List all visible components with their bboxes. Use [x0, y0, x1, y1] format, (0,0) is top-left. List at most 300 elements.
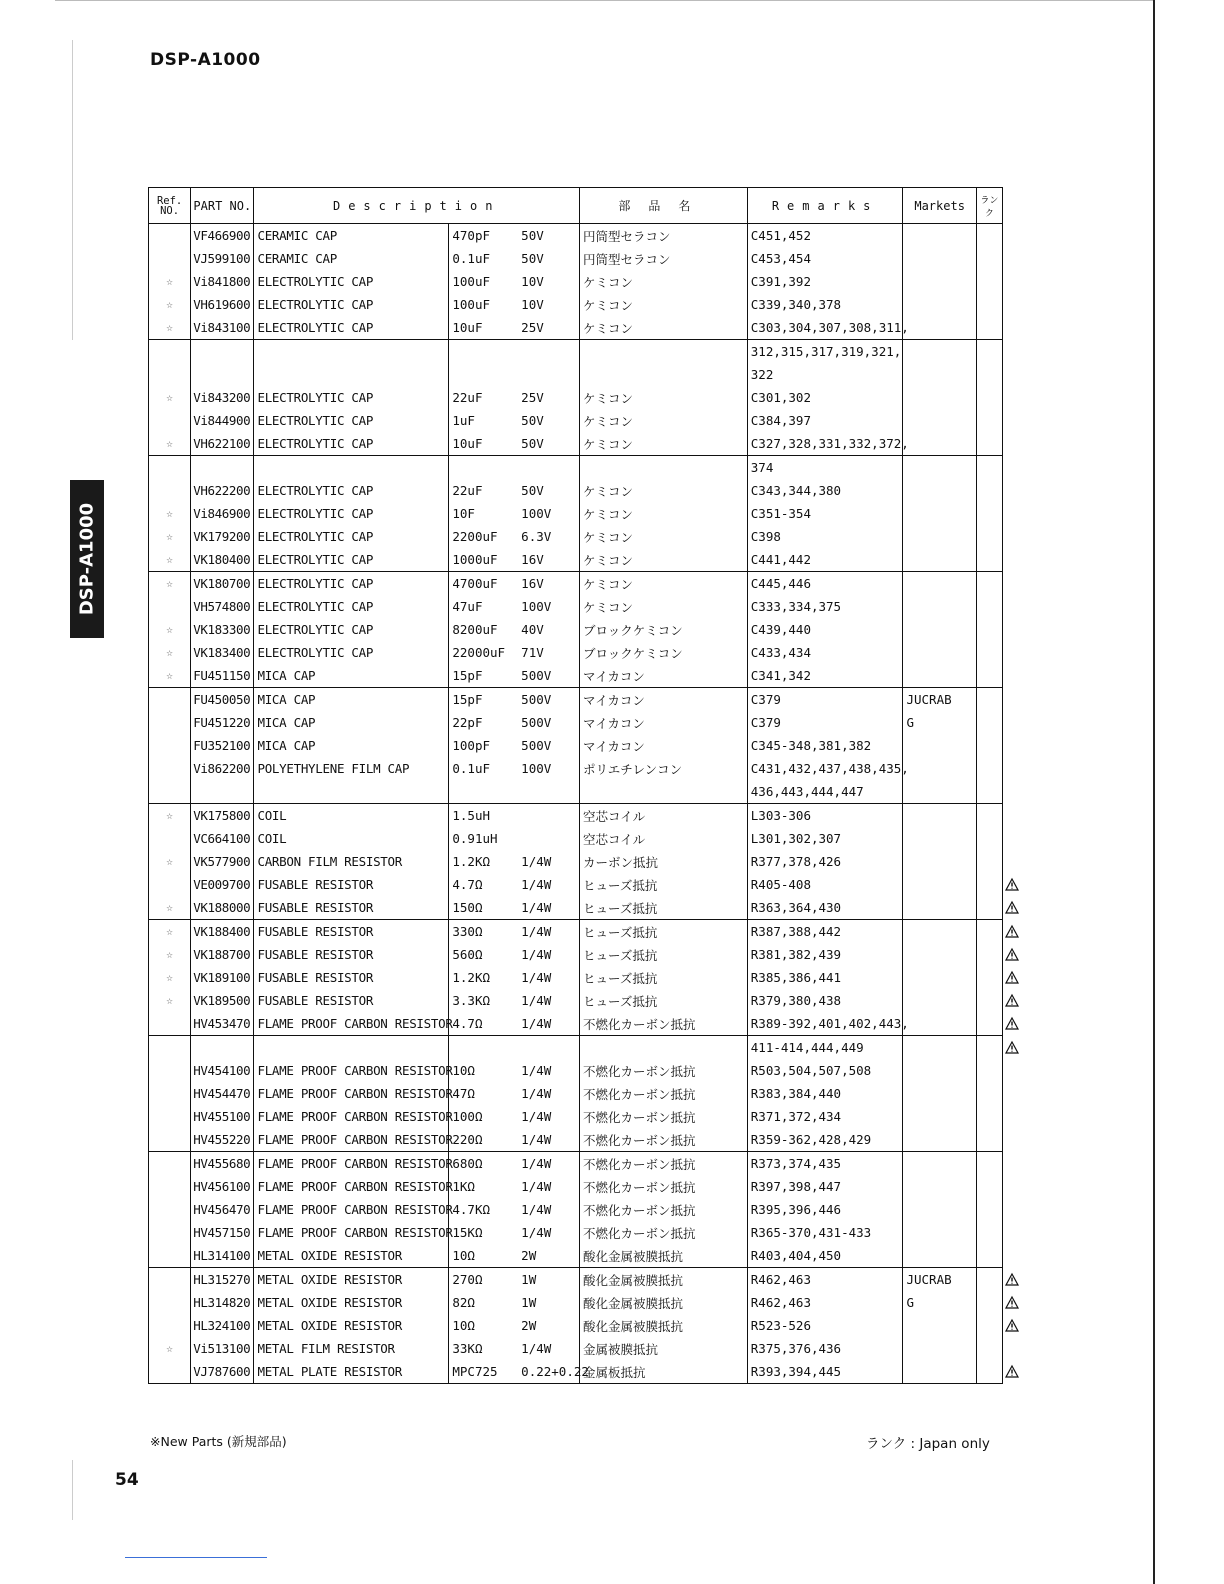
cell-markets [903, 363, 976, 386]
cell-rating: 1/4W [515, 920, 579, 944]
cell-rank [976, 966, 1002, 989]
table-row [149, 548, 1003, 572]
cell-rating: 50V [515, 479, 579, 502]
cell-markets [903, 780, 976, 804]
cell-remarks: C327,328,331,332,372, [747, 432, 903, 456]
cell-rating: 71V [515, 641, 579, 664]
cell-value: 4.7Ω [449, 1012, 515, 1036]
cell-japanese-name: ケミコン [579, 270, 747, 293]
cell-value: 10uF [449, 432, 515, 456]
cell-remarks: C379 [747, 688, 903, 712]
cell-japanese-name: 不燃化カーボン抵抗 [579, 1175, 747, 1198]
cell-value: 100Ω [449, 1105, 515, 1128]
cell-rating: 1/4W [515, 943, 579, 966]
cell-remarks: C333,334,375 [747, 595, 903, 618]
table-row [149, 502, 1003, 525]
cell-ref-mark [149, 734, 191, 757]
binding-edge [1153, 0, 1155, 1584]
cell-rating: 50V [515, 432, 579, 456]
cell-description: MICA CAP [254, 688, 449, 712]
cell-rank [976, 734, 1002, 757]
table-row [149, 711, 1003, 734]
cell-rank [976, 1337, 1002, 1360]
cell-rank [976, 432, 1002, 456]
cell-markets [903, 1360, 976, 1384]
cell-rating: 50V [515, 247, 579, 270]
cell-description: ELECTROLYTIC CAP [254, 548, 449, 572]
cell-japanese-name: 不燃化カーボン抵抗 [579, 1198, 747, 1221]
cell-ref-mark [149, 1036, 191, 1060]
cell-part-number: VK179200 [191, 525, 254, 548]
cell-rank [976, 827, 1002, 850]
cell-rating: 25V [515, 386, 579, 409]
cell-rating: 16V [515, 548, 579, 572]
cell-markets [903, 409, 976, 432]
cell-rating [515, 1036, 579, 1060]
table-row [149, 804, 1003, 828]
cell-ref-mark [149, 1128, 191, 1152]
cell-markets: JUCRAB [903, 1268, 976, 1292]
cell-japanese-name: ケミコン [579, 548, 747, 572]
cell-rating: 50V [515, 224, 579, 248]
table-row [149, 293, 1003, 316]
cell-remarks: R395,396,446 [747, 1198, 903, 1221]
cell-markets [903, 1128, 976, 1152]
cell-value: 150Ω [449, 896, 515, 920]
cell-rating: 0.22+0.22 [515, 1360, 579, 1384]
cell-ref-mark [149, 780, 191, 804]
table-row [149, 920, 1003, 944]
cell-description: MICA CAP [254, 711, 449, 734]
cell-rating: 1/4W [515, 1221, 579, 1244]
cell-description: FUSABLE RESISTOR [254, 943, 449, 966]
model-heading: DSP-A1000 [150, 50, 261, 70]
cell-japanese-name: ケミコン [579, 293, 747, 316]
cell-markets [903, 293, 976, 316]
cell-rank [976, 873, 1002, 896]
cell-markets [903, 432, 976, 456]
cell-part-number: FU450050 [191, 688, 254, 712]
cell-part-number: HV454100 [191, 1059, 254, 1082]
cell-description: ELECTROLYTIC CAP [254, 618, 449, 641]
safety-warning-icon [1005, 1273, 1019, 1286]
cell-japanese-name: 酸化金属被膜抵抗 [579, 1314, 747, 1337]
table-row [149, 1221, 1003, 1244]
cell-ref-mark [149, 363, 191, 386]
cell-markets [903, 572, 976, 596]
cell-rating [515, 363, 579, 386]
cell-value: 4700uF [449, 572, 515, 596]
table-row [149, 1036, 1003, 1060]
margin-mark [72, 40, 73, 340]
table-row [149, 943, 1003, 966]
table-row [149, 1268, 1003, 1292]
cell-ref-mark: ☆ [149, 804, 191, 828]
cell-japanese-name: 不燃化カーボン抵抗 [579, 1152, 747, 1176]
cell-japanese-name: ヒューズ抵抗 [579, 989, 747, 1012]
cell-japanese-name: 空芯コイル [579, 827, 747, 850]
cell-ref-mark [149, 595, 191, 618]
cell-value: 10Ω [449, 1314, 515, 1337]
cell-rating: 1/4W [515, 1105, 579, 1128]
cell-remarks: R359-362,428,429 [747, 1128, 903, 1152]
cell-description: FLAME PROOF CARBON RESISTOR [254, 1012, 449, 1036]
cell-rating: 2W [515, 1314, 579, 1337]
cell-rating: 50V [515, 409, 579, 432]
cell-rating: 1W [515, 1291, 579, 1314]
cell-japanese-name: 酸化金属被膜抵抗 [579, 1244, 747, 1268]
cell-part-number: VH574800 [191, 595, 254, 618]
cell-japanese-name: 酸化金属被膜抵抗 [579, 1291, 747, 1314]
cell-remarks: R462,463 [747, 1268, 903, 1292]
cell-rating: 40V [515, 618, 579, 641]
margin-mark [72, 1460, 73, 1520]
cell-value: 1uF [449, 409, 515, 432]
cell-part-number: VK577900 [191, 850, 254, 873]
cell-rank [976, 1105, 1002, 1128]
safety-warning-icon [1005, 994, 1019, 1007]
parts-list-body [149, 224, 1003, 1384]
cell-japanese-name: ヒューズ抵抗 [579, 966, 747, 989]
cell-markets [903, 479, 976, 502]
cell-value: 0.1uF [449, 247, 515, 270]
cell-part-number: VK180700 [191, 572, 254, 596]
cell-rating: 500V [515, 664, 579, 688]
cell-markets [903, 920, 976, 944]
cell-part-number: HV455680 [191, 1152, 254, 1176]
safety-warning-icon [1005, 1041, 1019, 1054]
header-rank: ランク [976, 188, 1002, 224]
safety-warning-icon [1005, 1296, 1019, 1309]
cell-description: ELECTROLYTIC CAP [254, 572, 449, 596]
cell-rating: 1/4W [515, 989, 579, 1012]
cell-remarks: 436,443,444,447 [747, 780, 903, 804]
cell-remarks: C433,434 [747, 641, 903, 664]
cell-ref-mark: ☆ [149, 293, 191, 316]
cell-ref-mark: ☆ [149, 432, 191, 456]
cell-rating: 1/4W [515, 1152, 579, 1176]
cell-japanese-name: ケミコン [579, 432, 747, 456]
cell-description: COIL [254, 804, 449, 828]
table-row [149, 1337, 1003, 1360]
cell-part-number: VK189100 [191, 966, 254, 989]
cell-value [449, 363, 515, 386]
cell-rank [976, 247, 1002, 270]
cell-part-number [191, 780, 254, 804]
table-row [149, 1128, 1003, 1152]
cell-ref-mark [149, 340, 191, 364]
cell-value: 100uF [449, 293, 515, 316]
table-row [149, 456, 1003, 480]
cell-part-number: VK188700 [191, 943, 254, 966]
cell-description [254, 456, 449, 480]
cell-value [449, 340, 515, 364]
cell-rating [515, 827, 579, 850]
cell-remarks: R389-392,401,402,443, [747, 1012, 903, 1036]
cell-part-number: VK175800 [191, 804, 254, 828]
cell-part-number [191, 363, 254, 386]
cell-rating: 100V [515, 595, 579, 618]
cell-part-number: VJ787600 [191, 1360, 254, 1384]
cell-remarks: C453,454 [747, 247, 903, 270]
cell-rating: 1/4W [515, 850, 579, 873]
cell-value: 82Ω [449, 1291, 515, 1314]
cell-remarks: C379 [747, 711, 903, 734]
cell-value [449, 456, 515, 480]
cell-rank [976, 224, 1002, 248]
cell-rank [976, 780, 1002, 804]
cell-rank [976, 1175, 1002, 1198]
cell-japanese-name: 不燃化カーボン抵抗 [579, 1105, 747, 1128]
cell-markets [903, 966, 976, 989]
header-markets: Markets [903, 188, 976, 224]
cell-remarks: 374 [747, 456, 903, 480]
table-header-row [149, 188, 1003, 224]
cell-markets [903, 1012, 976, 1036]
cell-ref-mark: ☆ [149, 920, 191, 944]
cell-part-number: HL314100 [191, 1244, 254, 1268]
cell-description: FUSABLE RESISTOR [254, 920, 449, 944]
safety-warning-icon [1005, 901, 1019, 914]
cell-remarks: R371,372,434 [747, 1105, 903, 1128]
cell-rank [976, 1244, 1002, 1268]
cell-value: 100pF [449, 734, 515, 757]
table-row [149, 409, 1003, 432]
cell-value: 270Ω [449, 1268, 515, 1292]
table-row [149, 316, 1003, 340]
cell-remarks: C301,302 [747, 386, 903, 409]
cell-ref-mark [149, 1221, 191, 1244]
cell-markets [903, 873, 976, 896]
cell-japanese-name: 金属板抵抗 [579, 1360, 747, 1384]
table-row [149, 270, 1003, 293]
cell-value: 33KΩ [449, 1337, 515, 1360]
cell-remarks: 312,315,317,319,321, [747, 340, 903, 364]
cell-value: 10Ω [449, 1059, 515, 1082]
safety-warning-icon [1005, 925, 1019, 938]
cell-value: MPC725 [449, 1360, 515, 1384]
safety-warning-icon [1005, 878, 1019, 891]
safety-warning-icon [1005, 948, 1019, 961]
table-row [149, 386, 1003, 409]
table-row [149, 247, 1003, 270]
cell-description: MICA CAP [254, 734, 449, 757]
cell-ref-mark [149, 224, 191, 248]
cell-value: 0.1uF [449, 757, 515, 780]
cell-remarks: R462,463 [747, 1291, 903, 1314]
cell-description: CARBON FILM RESISTOR [254, 850, 449, 873]
cell-part-number: VH619600 [191, 293, 254, 316]
cell-markets [903, 595, 976, 618]
cell-markets [903, 989, 976, 1012]
cell-markets [903, 548, 976, 572]
cell-markets [903, 827, 976, 850]
cell-value: 1KΩ [449, 1175, 515, 1198]
table-row [149, 572, 1003, 596]
cell-value: 100uF [449, 270, 515, 293]
cell-markets: G [903, 711, 976, 734]
cell-description: POLYETHYLENE FILM CAP [254, 757, 449, 780]
cell-japanese-name [579, 1036, 747, 1060]
cell-ref-mark [149, 1105, 191, 1128]
cell-ref-mark [149, 479, 191, 502]
cell-rank [976, 1059, 1002, 1082]
cell-description: METAL OXIDE RESISTOR [254, 1314, 449, 1337]
cell-part-number: HV455100 [191, 1105, 254, 1128]
cell-value: 560Ω [449, 943, 515, 966]
cell-remarks: C431,432,437,438,435, [747, 757, 903, 780]
cell-remarks: C343,344,380 [747, 479, 903, 502]
table-row [149, 479, 1003, 502]
cell-rating: 500V [515, 711, 579, 734]
cell-japanese-name: ケミコン [579, 525, 747, 548]
cell-japanese-name: ケミコン [579, 386, 747, 409]
cell-markets [903, 525, 976, 548]
cell-japanese-name: 空芯コイル [579, 804, 747, 828]
cell-markets [903, 641, 976, 664]
cell-rating: 1W [515, 1268, 579, 1292]
table-row [149, 1082, 1003, 1105]
cell-part-number [191, 456, 254, 480]
cell-japanese-name: 不燃化カーボン抵抗 [579, 1012, 747, 1036]
table-row [149, 827, 1003, 850]
cell-markets [903, 316, 976, 340]
cell-markets [903, 943, 976, 966]
cell-japanese-name: ヒューズ抵抗 [579, 873, 747, 896]
cell-markets [903, 1152, 976, 1176]
cell-remarks: L303-306 [747, 804, 903, 828]
cell-value: 470pF [449, 224, 515, 248]
cell-rating: 1/4W [515, 1175, 579, 1198]
table-row [149, 641, 1003, 664]
cell-rank [976, 920, 1002, 944]
cell-remarks: L301,302,307 [747, 827, 903, 850]
cell-ref-mark [149, 1244, 191, 1268]
cell-description [254, 340, 449, 364]
cell-rating: 1/4W [515, 1012, 579, 1036]
cell-part-number: HV454470 [191, 1082, 254, 1105]
cell-markets [903, 804, 976, 828]
cell-ref-mark: ☆ [149, 548, 191, 572]
cell-ref-mark: ☆ [149, 989, 191, 1012]
cell-ref-mark: ☆ [149, 850, 191, 873]
cell-description: MICA CAP [254, 664, 449, 688]
cell-markets [903, 1221, 976, 1244]
cell-ref-mark [149, 1082, 191, 1105]
cell-remarks: R385,386,441 [747, 966, 903, 989]
cell-japanese-name: ケミコン [579, 479, 747, 502]
cell-japanese-name: 不燃化カーボン抵抗 [579, 1059, 747, 1082]
cell-markets [903, 1059, 976, 1082]
cell-rating: 500V [515, 734, 579, 757]
table-row [149, 363, 1003, 386]
cell-markets [903, 1198, 976, 1221]
cell-value: 0.91uH [449, 827, 515, 850]
cell-value: 47Ω [449, 1082, 515, 1105]
cell-ref-mark [149, 1291, 191, 1314]
cell-rank [976, 456, 1002, 480]
cell-ref-mark [149, 1059, 191, 1082]
cell-markets [903, 850, 976, 873]
cell-rank [976, 850, 1002, 873]
cell-japanese-name: ブロックケミコン [579, 618, 747, 641]
cell-description [254, 1036, 449, 1060]
cell-rank [976, 664, 1002, 688]
header-part-no: PART NO. [191, 188, 254, 224]
cell-value: 22uF [449, 386, 515, 409]
cell-japanese-name [579, 363, 747, 386]
cell-description [254, 780, 449, 804]
cell-markets [903, 247, 976, 270]
cell-part-number: VK189500 [191, 989, 254, 1012]
cell-japanese-name: 不燃化カーボン抵抗 [579, 1221, 747, 1244]
cell-value: 22uF [449, 479, 515, 502]
cell-markets [903, 270, 976, 293]
cell-rank [976, 1360, 1002, 1384]
cell-remarks: R523-526 [747, 1314, 903, 1337]
cell-remarks: R387,388,442 [747, 920, 903, 944]
cell-part-number: Vi843100 [191, 316, 254, 340]
table-row [149, 1105, 1003, 1128]
cell-markets [903, 1082, 976, 1105]
table-row [149, 224, 1003, 248]
cell-rank [976, 363, 1002, 386]
cell-rating: 1/4W [515, 1082, 579, 1105]
cell-ref-mark [149, 247, 191, 270]
cell-rating: 2W [515, 1244, 579, 1268]
table-row [149, 1360, 1003, 1384]
cell-value: 10Ω [449, 1244, 515, 1268]
cell-value: 1.2KΩ [449, 850, 515, 873]
cell-japanese-name: ケミコン [579, 502, 747, 525]
table-row [149, 688, 1003, 712]
cell-markets [903, 1314, 976, 1337]
safety-warning-icon [1005, 1319, 1019, 1332]
cell-ref-mark [149, 1268, 191, 1292]
cell-part-number: Vi846900 [191, 502, 254, 525]
cell-ref-mark: ☆ [149, 618, 191, 641]
cell-rank [976, 595, 1002, 618]
cell-japanese-name: ケミコン [579, 409, 747, 432]
cell-remarks: R503,504,507,508 [747, 1059, 903, 1082]
cell-ref-mark: ☆ [149, 966, 191, 989]
cell-rating: 1/4W [515, 873, 579, 896]
cell-ref-mark [149, 711, 191, 734]
cell-remarks: C445,446 [747, 572, 903, 596]
cell-markets [903, 618, 976, 641]
cell-part-number: HV456100 [191, 1175, 254, 1198]
table-row [149, 989, 1003, 1012]
cell-ref-mark [149, 456, 191, 480]
cell-description: METAL FILM RESISTOR [254, 1337, 449, 1360]
table-row [149, 595, 1003, 618]
cell-part-number: VF466900 [191, 224, 254, 248]
cell-markets: JUCRAB [903, 688, 976, 712]
cell-rank [976, 1152, 1002, 1176]
cell-description: CERAMIC CAP [254, 247, 449, 270]
cell-rating: 1/4W [515, 896, 579, 920]
table-row [149, 780, 1003, 804]
cell-rank [976, 1012, 1002, 1036]
cell-japanese-name: ブロックケミコン [579, 641, 747, 664]
new-parts-footnote: ※New Parts (新規部品) [150, 1434, 287, 1449]
cell-ref-mark [149, 1360, 191, 1384]
cell-description: ELECTROLYTIC CAP [254, 502, 449, 525]
cell-part-number: VC664100 [191, 827, 254, 850]
cell-value: 680Ω [449, 1152, 515, 1176]
header-ref-no: Ref. NO. [149, 188, 191, 224]
cell-rating: 1/4W [515, 966, 579, 989]
